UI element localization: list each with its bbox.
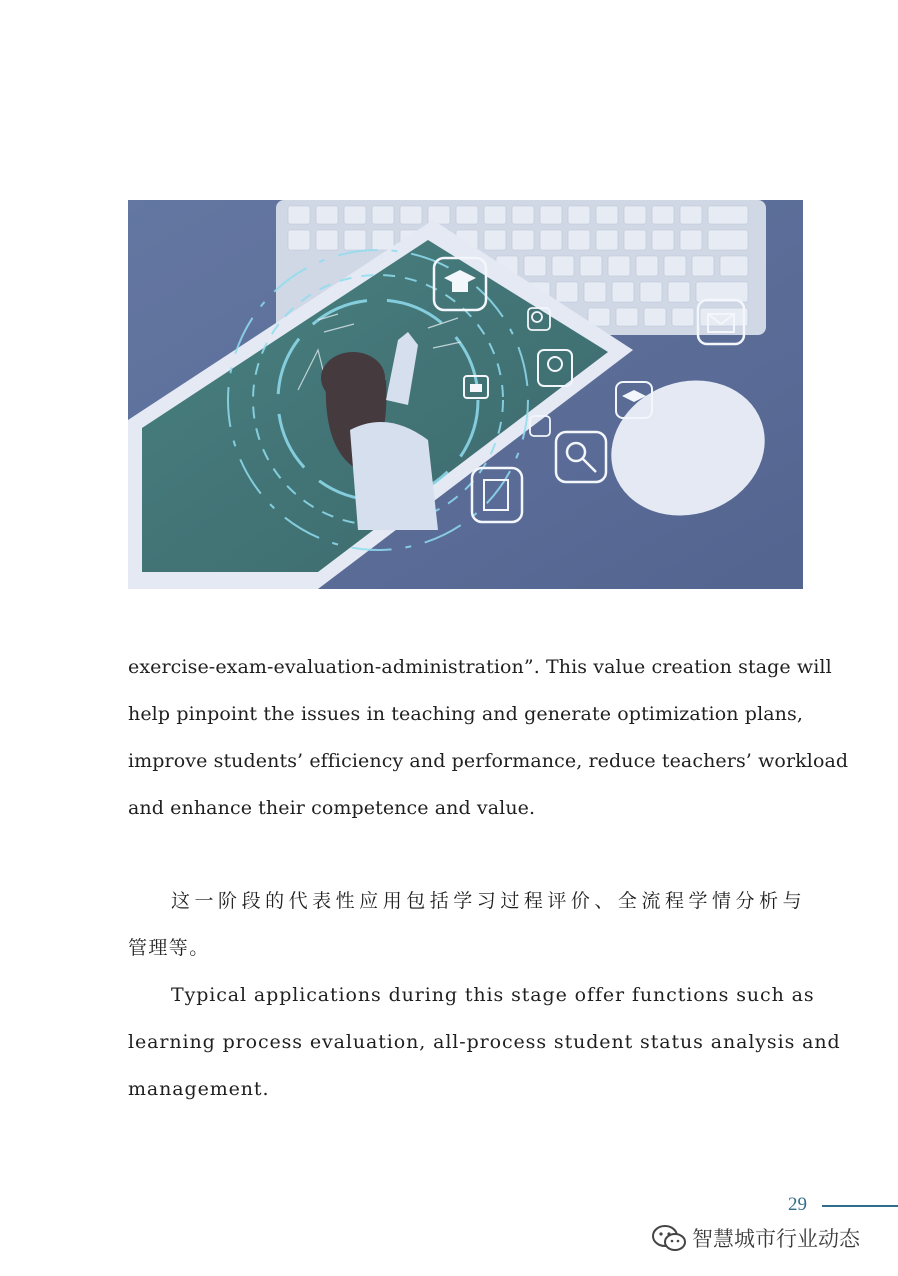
watermark <box>650 1222 890 1254</box>
paragraph-line: 管理等。 <box>128 937 210 959</box>
paragraph-line: Typical applications during this stage offer functions such as <box>171 984 815 1006</box>
illustration-photo <box>128 200 803 589</box>
tablet-classroom-image <box>128 200 803 589</box>
watermark-text: 智慧城市行业动态 <box>692 1227 860 1251</box>
page-number-rule <box>822 1205 898 1207</box>
paragraph-line: exercise-exam-evaluation-administration”. This value creation stage will <box>128 656 832 678</box>
paragraph-english-2 <box>128 972 841 1113</box>
paragraph-line: 这一阶段的代表性应用包括学习过程评价、全流程学情分析与 <box>171 890 803 912</box>
wechat-logo-icon <box>650 1223 688 1253</box>
paragraph-chinese <box>128 878 803 972</box>
page-number: 29 <box>788 1194 807 1215</box>
paragraph-line: help pinpoint the issues in teaching and generate optimization plans, <box>128 703 803 725</box>
paragraph-line: learning process evaluation, all-process student status analysis and <box>128 1031 841 1053</box>
paragraph-line: and enhance their competence and value. <box>128 797 536 819</box>
paragraph-english-1 <box>128 644 849 832</box>
paragraph-line: improve students’ efficiency and performance, reduce teachers’ workload <box>128 750 849 772</box>
paragraph-line: management. <box>128 1078 270 1100</box>
